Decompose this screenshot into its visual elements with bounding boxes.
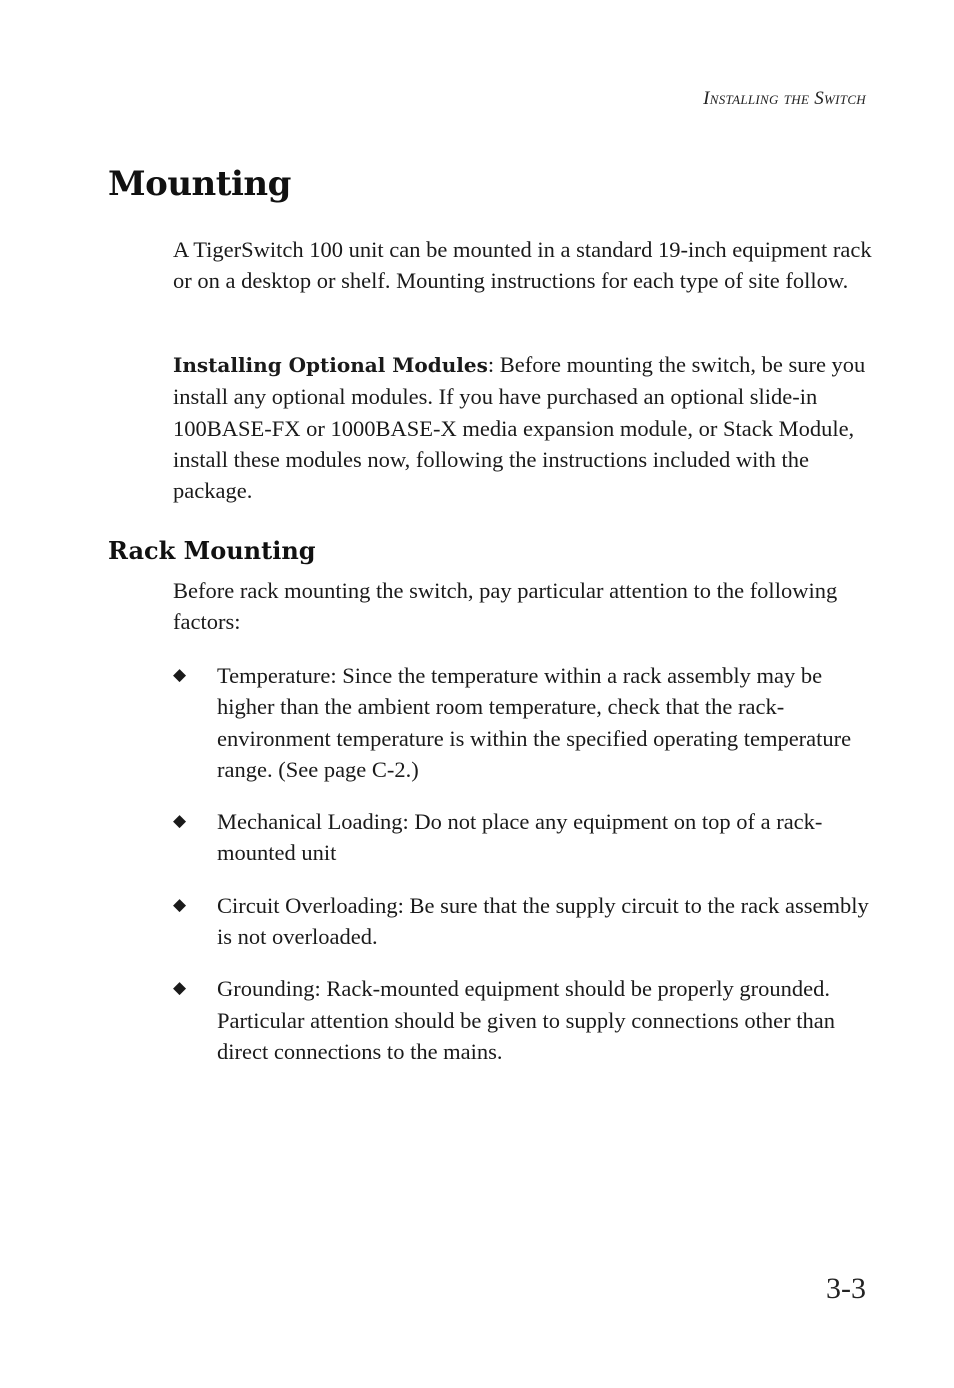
section-heading-rack-mounting: Rack Mounting (108, 536, 316, 565)
factor-list (173, 660, 873, 1088)
list-item (173, 806, 873, 869)
rack-intro-paragraph: Before rack mounting the switch, pay particular attention to the following factors: (173, 578, 838, 635)
diamond-bullet-icon: ◆ (173, 665, 187, 685)
list-item (173, 890, 873, 953)
page-number: 3-3 (826, 1272, 866, 1305)
list-item-text: Mechanical Loading: Do not place any equipment on top of a rack-mounted unit (217, 809, 823, 866)
diamond-bullet-icon: ◆ (173, 811, 187, 832)
list-item-text: Temperature: Since the temperature within a rack assembly may be higher than the ambient room temperature, check that the rack-environment temperature is within the specified operating temperature range. (See page C-2.) (217, 663, 852, 782)
intro-paragraph: A TigerSwitch 100 unit can be mounted in a standard 19-inch equipment rack or on a desktop or shelf. Mounting instructions for each type of site follow. (173, 237, 872, 294)
page-title: Mounting (108, 164, 291, 204)
diamond-bullet-icon: ◆ (173, 894, 187, 915)
diamond-bullet-icon: ◆ (173, 978, 187, 999)
modules-note-lead: Installing Optional Modules (173, 353, 488, 377)
modules-note-paragraph (173, 349, 873, 506)
running-header: Installing the Switch (703, 88, 866, 109)
list-item (173, 660, 873, 785)
list-item-text: Circuit Overloading: Be sure that the supply circuit to the rack assembly is not overloaded. (217, 892, 869, 950)
modules-note-text: : Before mounting the switch, be sure you install any optional modules. If you have purchased an optional slide-in 100BASE-FX or 1000BASE-X media expansion module, or Stack Module, install these modules now, following the instructions included with the package. (173, 352, 866, 504)
list-item-text: Grounding: Rack-mounted equipment should be properly grounded. Particular attention should be given to supply connections other than direct connections to the mains. (217, 976, 835, 1064)
list-item (173, 973, 873, 1067)
